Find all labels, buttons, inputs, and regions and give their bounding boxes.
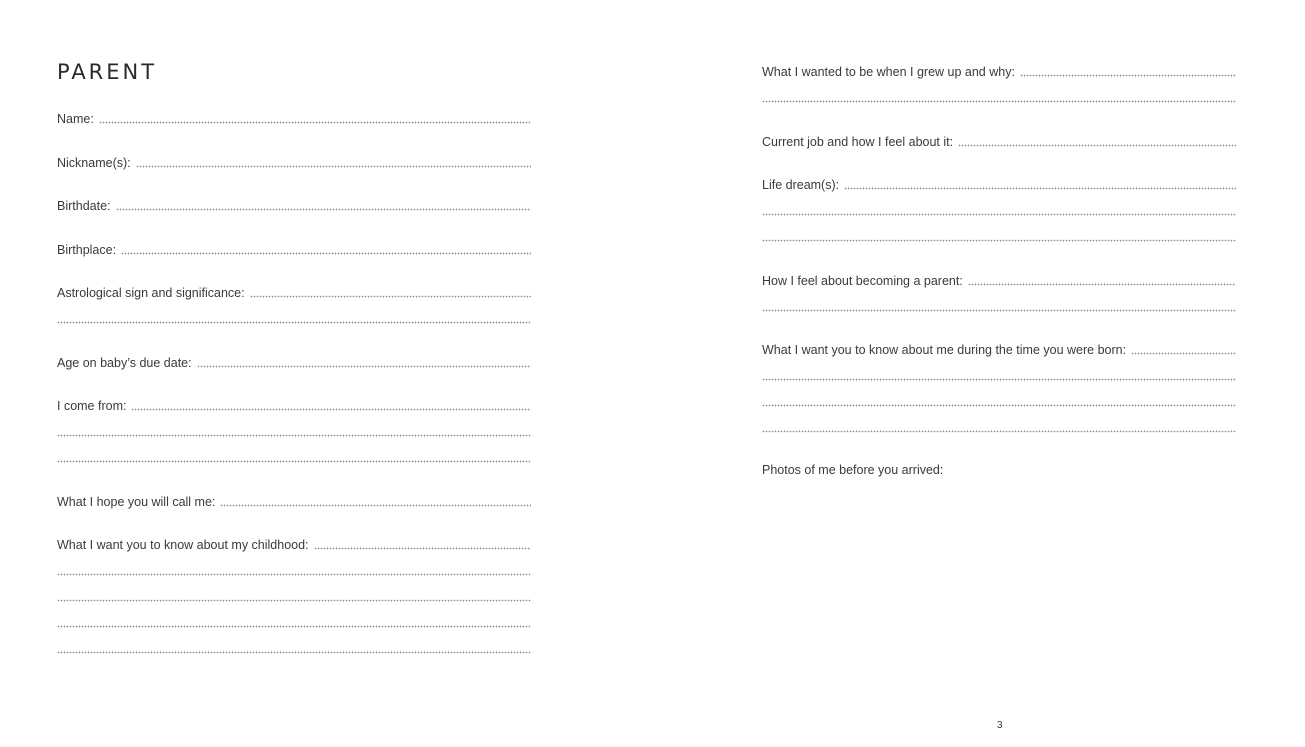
dotted-write-line[interactable] [57,625,531,628]
dotted-write-line[interactable] [57,434,531,437]
dotted-write-line[interactable] [762,100,1236,103]
field-label: Birthdate: [57,199,111,213]
dotted-write-line[interactable] [57,321,531,324]
dotted-write-line[interactable] [762,404,1236,407]
dotted-write-line[interactable] [844,187,1236,190]
field-current-job-and-how-i-feel-about-it[interactable] [762,134,1236,150]
dotted-write-line[interactable] [99,121,531,124]
field-nickname-s[interactable] [57,155,531,171]
dotted-write-line[interactable] [762,378,1236,381]
dotted-write-line[interactable] [762,239,1236,242]
page-title: PARENT [57,60,158,84]
field-astrological-sign-and-significance[interactable] [57,285,531,301]
field-how-i-feel-about-becoming-a-parent[interactable] [762,273,1236,289]
dotted-write-line[interactable] [1131,352,1236,355]
field-label: Current job and how I feel about it: [762,134,954,149]
field-how-i-feel-about-becoming-a-parent-continuation[interactable] [762,299,1236,315]
dotted-write-line[interactable] [762,213,1236,216]
field-label: I come from: [57,399,127,413]
field-label: Nickname(s): [57,155,131,170]
field-life-dream-s-continuation[interactable] [762,203,1236,219]
field-age-on-baby-s-due-date[interactable] [57,355,531,371]
field-what-i-want-you-to-know-about-me-during--continuation[interactable] [762,368,1236,384]
field-label: What I want you to know about me during the time you were born: [762,343,1127,357]
field-what-i-wanted-to-be-when-i-grew-up-and-w-continuation[interactable] [762,90,1236,106]
dotted-write-line[interactable] [57,651,531,654]
dotted-write-line[interactable] [116,208,531,211]
field-i-come-from[interactable] [57,398,531,414]
field-what-i-want-you-to-know-about-my-childho-continuation[interactable] [57,589,531,605]
field-label: How I feel about becoming a parent: [762,273,963,288]
field-label: What I hope you will call me: [57,494,216,509]
field-label: Age on baby’s due date: [57,355,192,370]
field-label: Birthplace: [57,242,117,257]
field-what-i-want-you-to-know-about-my-childho-continuation[interactable] [57,563,531,579]
dotted-write-line[interactable] [57,599,531,602]
dotted-write-line[interactable] [220,504,531,507]
dotted-write-line[interactable] [121,252,531,255]
field-what-i-want-you-to-know-about-me-during-[interactable] [762,342,1236,358]
page-number: 3 [997,720,1003,731]
field-label: Astrological sign and significance: [57,286,245,300]
field-name[interactable] [57,111,531,127]
field-i-come-from-continuation[interactable] [57,450,531,466]
dotted-write-line[interactable] [762,430,1236,433]
field-birthplace[interactable] [57,242,531,258]
field-astrological-sign-and-significance-continuation[interactable] [57,311,531,327]
dotted-write-line[interactable] [136,165,531,168]
field-label: What I want you to know about my childhood: [57,538,309,552]
dotted-write-line[interactable] [1020,74,1236,77]
photos-label: Photos of me before you arrived: [762,462,944,477]
dotted-write-line[interactable] [968,283,1236,286]
field-label: Name: [57,112,94,126]
field-what-i-want-you-to-know-about-my-childho-continuation[interactable] [57,615,531,631]
dotted-write-line[interactable] [57,460,531,463]
dotted-write-line[interactable] [57,573,531,576]
field-what-i-want-you-to-know-about-me-during--continuation[interactable] [762,420,1236,436]
field-life-dream-s-continuation[interactable] [762,229,1236,245]
dotted-write-line[interactable] [958,144,1236,147]
dotted-write-line[interactable] [131,408,531,411]
dotted-write-line[interactable] [762,309,1236,312]
field-what-i-want-you-to-know-about-my-childho-continuation[interactable] [57,641,531,657]
field-i-come-from-continuation[interactable] [57,424,531,440]
field-label: What I wanted to be when I grew up and why: [762,65,1015,79]
dotted-write-line[interactable] [250,295,531,298]
field-life-dream-s[interactable] [762,177,1236,193]
dotted-write-line[interactable] [197,365,531,368]
field-what-i-want-you-to-know-about-me-during--continuation[interactable] [762,394,1236,410]
field-what-i-wanted-to-be-when-i-grew-up-and-w[interactable] [762,64,1236,80]
field-label: Life dream(s): [762,178,840,192]
field-birthdate[interactable] [57,198,531,214]
field-what-i-want-you-to-know-about-my-childho[interactable] [57,537,531,553]
dotted-write-line[interactable] [314,547,531,550]
field-what-i-hope-you-will-call-me[interactable] [57,494,531,510]
